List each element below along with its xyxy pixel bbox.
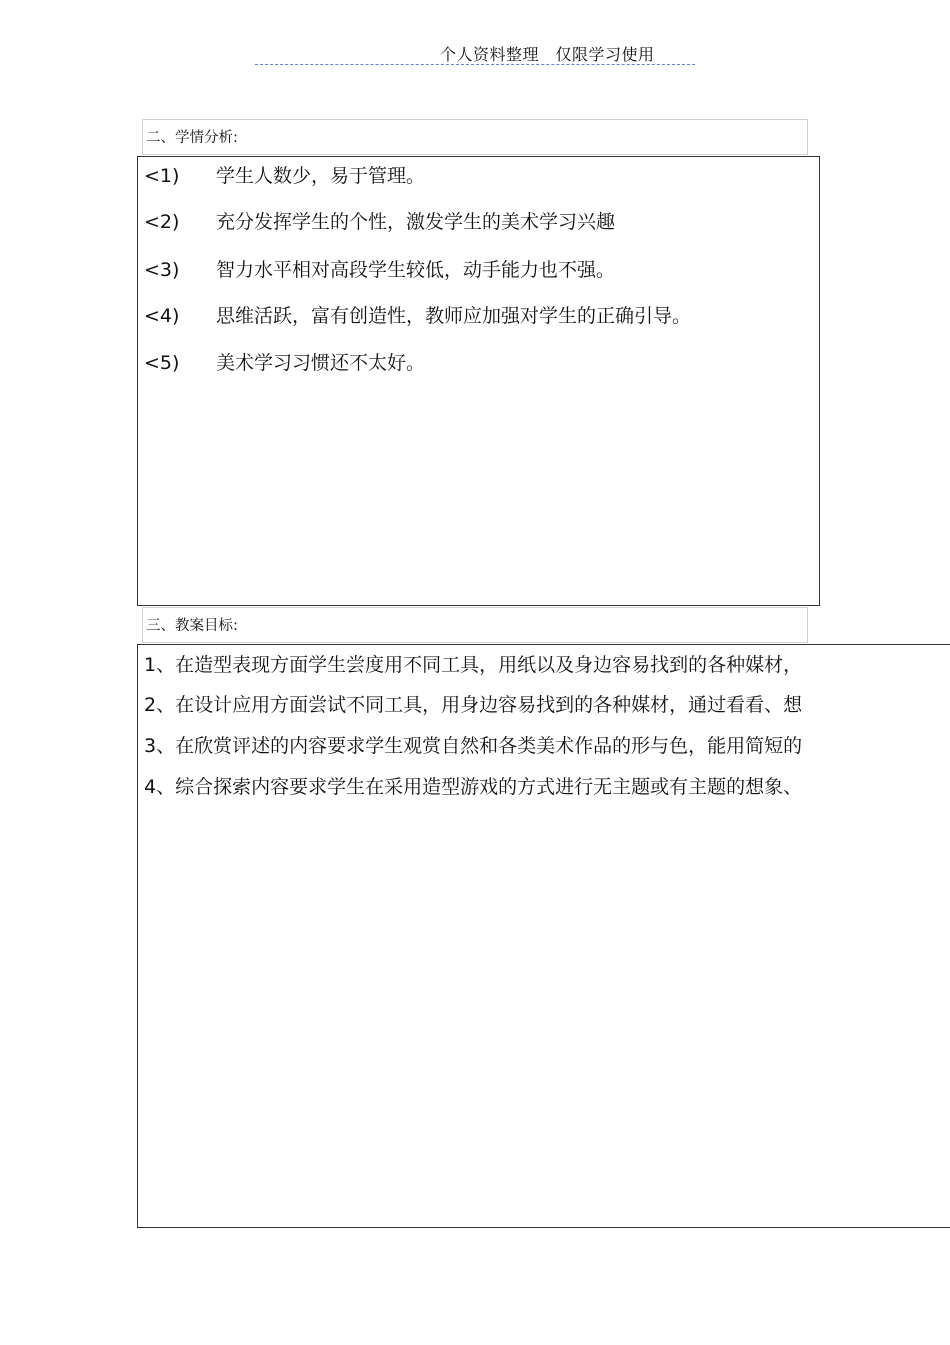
list-item: 2、在设计应用方面尝试不同工具，用身边容易找到的各种媒材，通过看看、想 [144,694,803,716]
list-item-number: <5) [144,352,180,374]
list-item-number: <2) [144,211,180,233]
list-item-number: <4) [144,305,180,327]
section3-content-box [137,644,950,1228]
list-item [144,161,425,188]
section3-heading-bar [142,607,808,643]
header-dashed-rule [255,64,695,65]
list-item: 4、综合探索内容要求学生在采用造型游戏的方式进行无主题或有主题的想象、 [144,776,803,798]
section3-heading: 三、教案目标: [146,618,238,634]
list-item [144,255,615,282]
list-item-number: <3) [144,259,180,281]
section2-content-box [137,156,820,606]
list-item-text: 充分发挥学生的个性，激发学生的美术学习兴趣 [216,211,616,233]
list-item-text: 思维活跃，富有创造性，教师应加强对学生的正确引导。 [216,305,692,327]
list-item [144,207,615,234]
section2-heading-bar [142,119,808,155]
list-item-number: <1) [144,165,180,187]
page-header-text: 个人资料整理 仅限学习使用 [440,45,655,64]
list-item-text: 学生人数少，易于管理。 [216,165,426,187]
list-item-text: 智力水平相对高段学生较低，动手能力也不强。 [216,259,616,281]
list-item: 1、在造型表现方面学生尝度用不同工具，用纸以及身边容易找到的各种媒材， [144,654,803,676]
list-item [144,348,425,375]
section2-heading: 二、学情分析: [146,130,238,146]
list-item: 3、在欣赏评述的内容要求学生观赏自然和各类美术作品的形与色，能用简短的 [144,735,803,757]
list-item [144,301,691,328]
list-item-text: 美术学习习惯还不太好。 [216,352,426,374]
